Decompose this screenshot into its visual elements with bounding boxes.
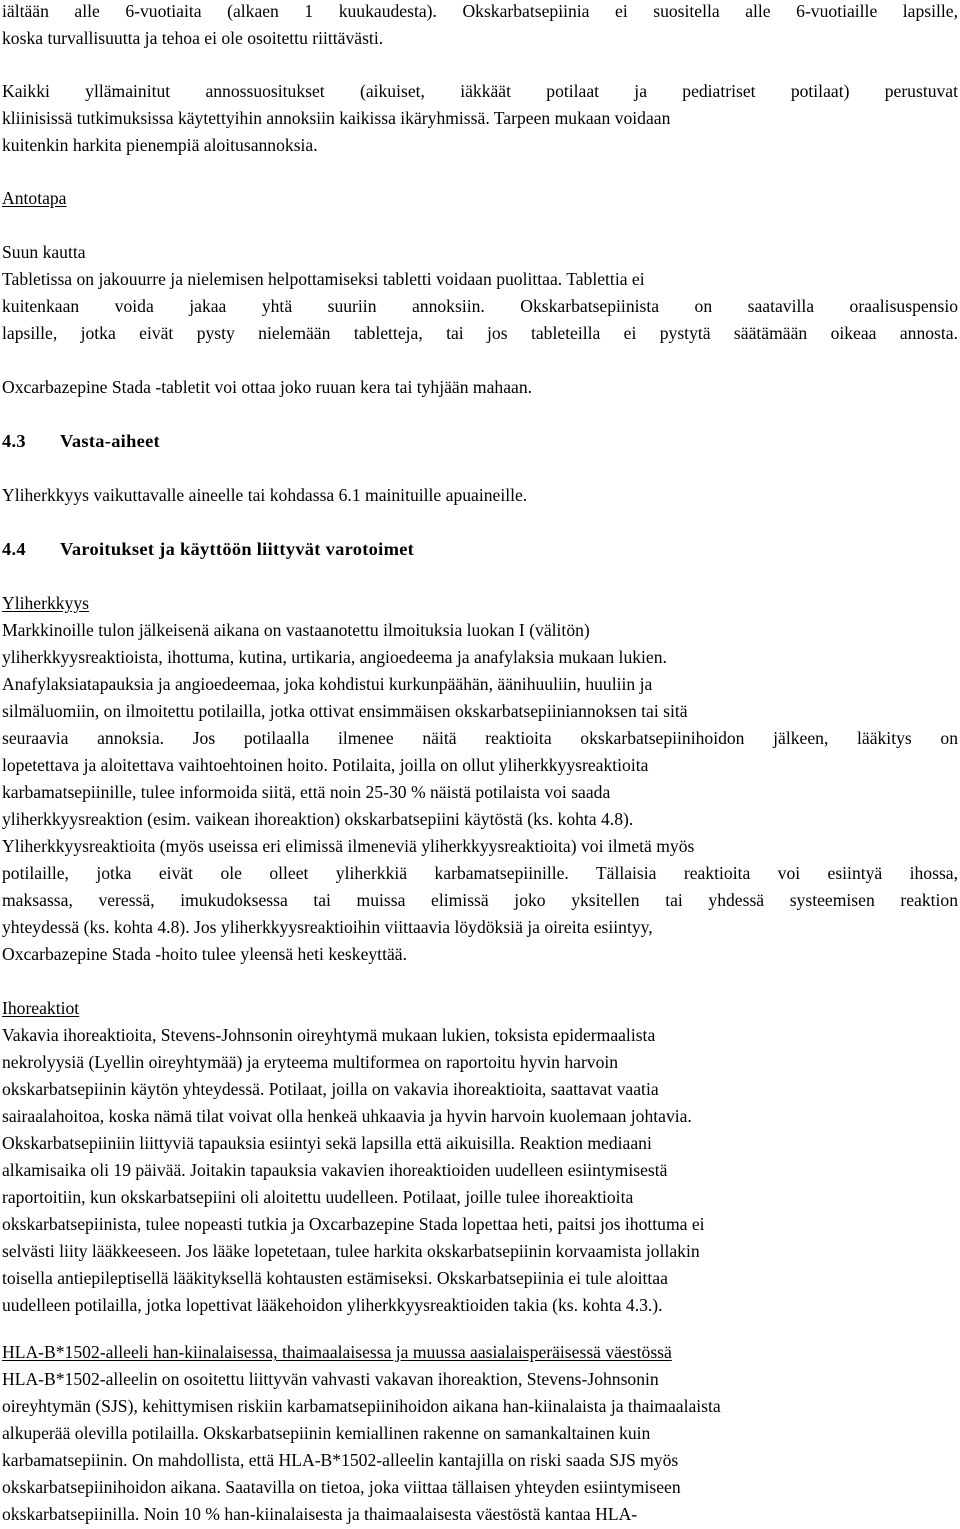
text-line: sairaalahoitoa, koska nämä tilat voivat olla henkeä uhkaavia ja hyvin harvoin kuolemaan johtavia. [2, 1106, 692, 1126]
text-line: kuitenkaan voida jakaa yhtä suuriin annoksiin. Okskarbatsepiinista on saatavilla oraalisuspensio [2, 296, 958, 316]
text-line: yliherkkyysreaktion (esim. vaikean ihoreaktion) okskarbatsepiini käytöstä (ks. kohta 4.8). [2, 809, 634, 829]
text-line: Yliherkkyysreaktioita (myös useissa eri elimissä ilmeneviä yliherkkyysreaktioita) voi ilmetä myös [2, 836, 695, 856]
section-subheading-hla-b1502 [2, 1341, 958, 1363]
text-line: okskarbatsepiinihoidon aikana. Saatavilla on tietoa, joka viittaa tällaisen yhteyden esiintymiseen [2, 1477, 681, 1497]
text-line: yliherkkyysreaktioista, ihottuma, kutina, urtikaria, angioedeema ja anafylaksia mukaan lukien. [2, 647, 667, 667]
text-line: Kaikki yllämainitut annossuositukset (aikuiset, iäkkäät potilaat ja pediatriset potilaat) perustuvat [2, 81, 958, 101]
heading-title: Varoitukset ja käyttöön liittyvät varotoimet [60, 539, 415, 559]
text-line: karbamatsepiinin. On mahdollista, että HLA-B*1502-alleelin kantajilla on riski saada SJS myös [2, 1450, 679, 1470]
text-line: potilaille, jotka eivät ole olleet yliherkkiä karbamatsepiinille. Tällaisia reaktioita voi esiintyä ihossa, [2, 863, 958, 883]
heading-number: 4.4 [2, 539, 26, 559]
text-line: Markkinoille tulon jälkeisenä aikana on vastaanotettu ilmoituksia luokan I (välitön) [2, 620, 590, 640]
text-line: okskarbatsepiinilla. Noin 10 % han-kiinalaisesta ja thaimaalaisesta väestöstä kantaa HLA- [2, 1504, 638, 1524]
text-line: nekrolyysiä (Lyellin oireyhtymää) ja eryteema multiformea on raportoitu hyvin harvoin [2, 1052, 619, 1072]
text-line: Okskarbatsepiiniin liittyviä tapauksia esiintyi sekä lapsilla että aikuisilla. Reaktion mediaani [2, 1133, 652, 1153]
text-line: kuitenkin harkita pienempiä aloitusannoksia. [2, 135, 318, 155]
text-line: koska turvallisuutta ja tehoa ei ole osoitettu riittävästi. [2, 28, 384, 48]
subheading-text: Ihoreaktiot [2, 998, 80, 1018]
section-heading-4-4 [2, 538, 958, 560]
text-line: oireyhtymän (SJS), kehittymisen riskiin karbamatsepiinihoidon aikana han-kiinalaista ja thaimaalaista [2, 1396, 721, 1416]
text-line: toisella antiepileptisellä lääkityksellä kohtausten estämiseksi. Okskarbatsepiinia ei tule aloittaa [2, 1268, 668, 1288]
text-line: Yliherkkyys vaikuttavalle aineelle tai kohdassa 6.1 mainituille apuaineille. [2, 485, 528, 505]
text-line: Tabletissa on jakouurre ja nielemisen helpottamiseksi tabletti voidaan puolittaa. Tablettia ei [2, 269, 645, 289]
text-line: Suun kautta [2, 242, 86, 262]
section-subheading-yliherkkyys [2, 592, 958, 614]
text-line: seuraavia annoksia. Jos potilaalla ilmenee näitä reaktioita okskarbatsepiinihoidon jälkeen, lääkitys on [2, 728, 958, 748]
text-line: HLA-B*1502-alleelin on osoitettu liittyvän vahvasti vakavan ihoreaktion, Stevens-Johnsonin [2, 1369, 659, 1389]
text-line: uudelleen potilailla, jotka lopettivat lääkehoidon yliherkkyysreaktioiden takia (ks. kohta 4.3.). [2, 1295, 663, 1315]
text-line: karbamatsepiinille, tulee informoida siitä, että noin 25-30 % näistä potilaista voi saada [2, 782, 611, 802]
text-line: maksassa, veressä, imukudoksessa tai muissa elimissä joko yksitellen tai yhdessä systeemisen reaktion [2, 890, 958, 910]
subheading-text: HLA-B*1502-alleeli han-kiinalaisessa, thaimaalaisessa ja muussa aasialaisperäisessä väestössä [2, 1342, 672, 1362]
text-line: kliinisissä tutkimuksissa käytettyihin annoksiin kaikissa ikäryhmissä. Tarpeen mukaan voidaan [2, 108, 671, 128]
text-line: lapsille, jotka eivät pysty nielemään tabletteja, tai jos tableteilla ei pystytä säätämään oikeaa annosta. [2, 323, 958, 343]
text-line: silmäluomiin, on ilmoitettu potilailla, jotka ottivat ensimmäisen okskarbatsepiiniannoksen tai sitä [2, 701, 688, 721]
text-line: yhteydessä (ks. kohta 4.8). Jos yliherkkyysreaktioihin viittaavia löydöksiä ja oireita esiintyy, [2, 917, 653, 937]
text-line: raportoitiin, kun okskarbatsepiini oli aloitettu uudelleen. Potilaat, joille tulee ihoreaktioita [2, 1187, 634, 1207]
text-line: alkuperää olevilla potilailla. Okskarbatsepiinin kemiallinen rakenne on samankaltainen kuin [2, 1423, 651, 1443]
text-line: lopetettava ja aloitettava vaihtoehtoinen hoito. Potilaita, joilla on ollut yliherkkyysreaktioita [2, 755, 649, 775]
text-line: alkamisaika oli 19 päivää. Joitakin tapauksia vakavien ihoreaktioiden uudelleen esiintymisestä [2, 1160, 668, 1180]
text-line: iältään alle 6-vuotiaita (alkaen 1 kuukaudesta). Okskarbatsepiinia ei suositella alle 6-vuotiaille lapsille, [2, 1, 958, 21]
section-subheading-antotapa [2, 187, 958, 209]
subheading-text: Yliherkkyys [2, 593, 89, 613]
text-line: Oxcarbazepine Stada -tabletit voi ottaa joko ruuan kera tai tyhjään mahaan. [2, 377, 533, 397]
heading-number: 4.3 [2, 431, 26, 451]
text-line: okskarbatsepiinin käytön yhteydessä. Potilaat, joilla on vakavia ihoreaktioita, saattavat vaatia [2, 1079, 659, 1099]
heading-title: Vasta-aiheet [60, 431, 160, 451]
text-line: selvästi liity lääkkeeseen. Jos lääke lopetetaan, tulee harkita okskarbatsepiinin korvaamista jollakin [2, 1241, 700, 1261]
text-line: Anafylaksiatapauksia ja angioedeemaa, joka kohdistui kurkunpäähän, äänihuuliin, huuliin ja [2, 674, 653, 694]
text-line: Oxcarbazepine Stada -hoito tulee yleensä heti keskeyttää. [2, 944, 407, 964]
section-heading-4-3 [2, 430, 958, 452]
subheading-text: Antotapa [2, 188, 67, 208]
text-line: Vakavia ihoreaktioita, Stevens-Johnsonin oireyhtymä mukaan lukien, toksista epidermaalista [2, 1025, 656, 1045]
section-subheading-ihoreaktiot [2, 997, 958, 1019]
text-line: okskarbatsepiinista, tulee nopeasti tutkia ja Oxcarbazepine Stada lopettaa heti, paitsi jos ihottuma ei [2, 1214, 705, 1234]
